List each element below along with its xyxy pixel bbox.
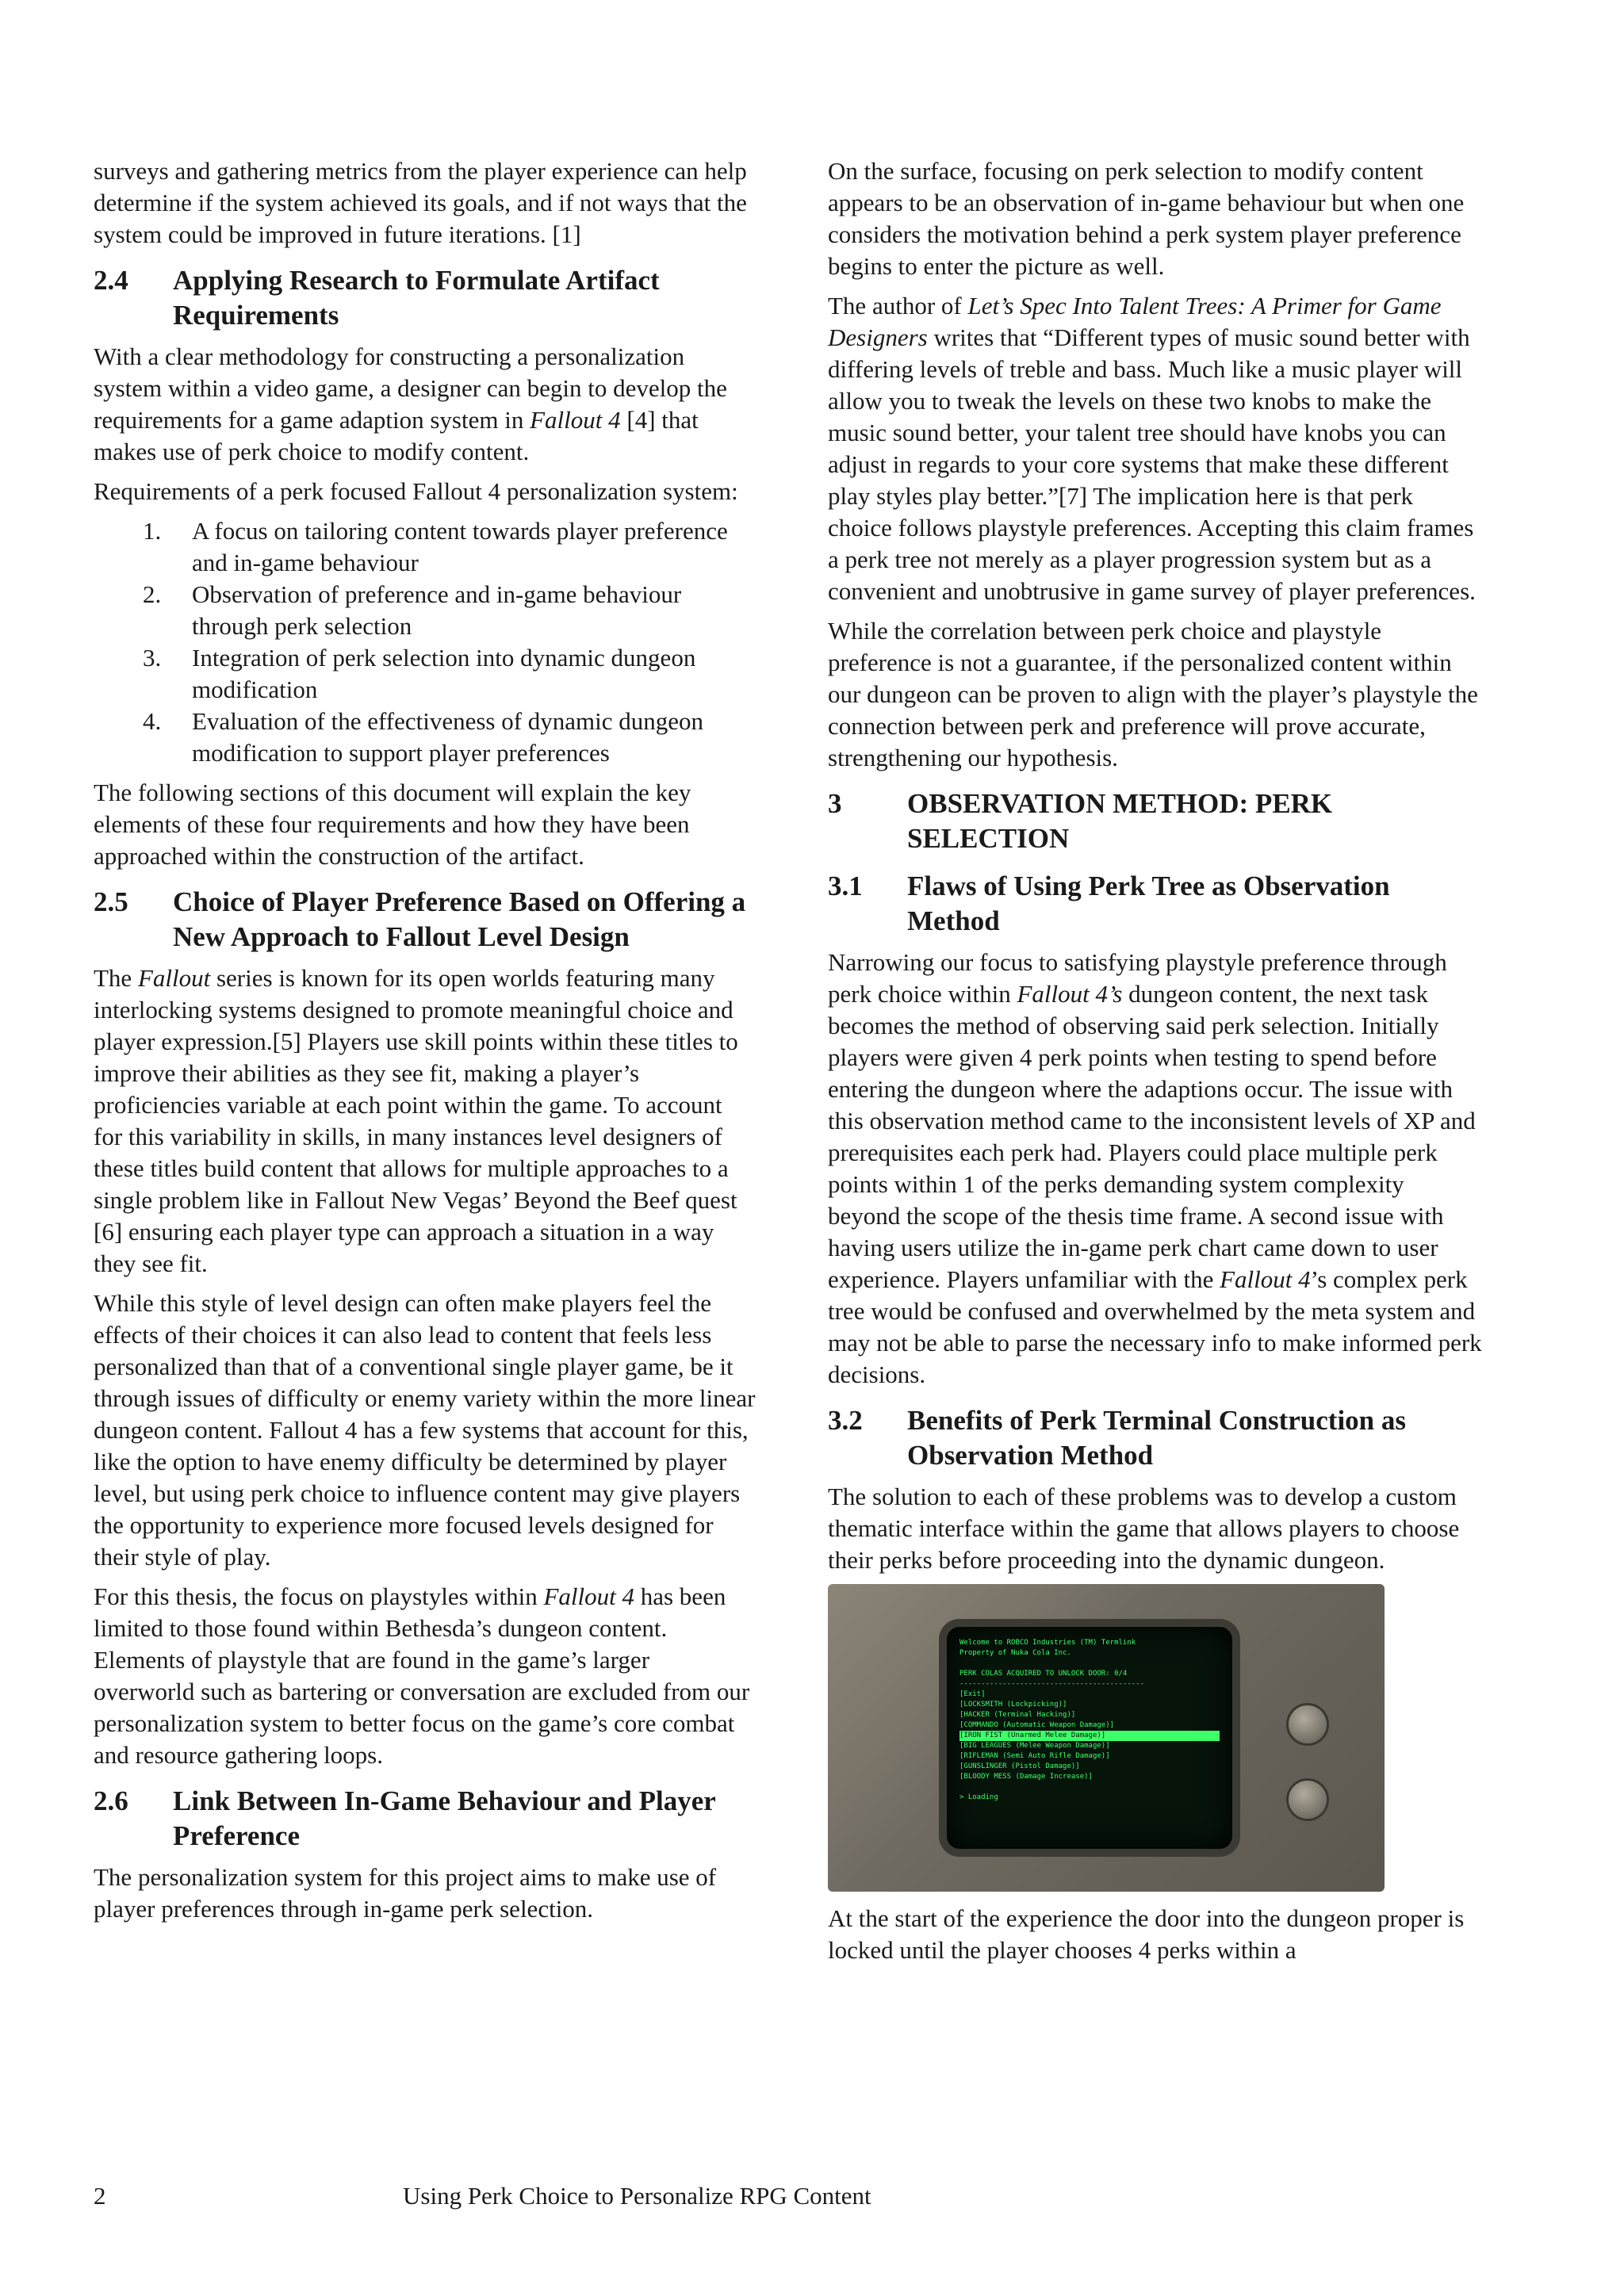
- paragraph: [828, 290, 1482, 607]
- list-number: 2.: [143, 580, 162, 608]
- section-2-6-heading: [94, 1784, 756, 1854]
- paragraph: [94, 341, 756, 468]
- terminal-line: [959, 1782, 1220, 1793]
- text-run: has been limited to those found within Bethesda’s dungeon content. Elements of playstyle that are found in the game’s larger overworld such as bartering or conversation are excluded from our personalization system to better focus on the game’s core combat and resource gathering loops.: [94, 1582, 750, 1769]
- list-text: Observation of preference and in-game behaviour through perk selection: [192, 580, 682, 640]
- section-number: 3.1: [828, 871, 863, 901]
- italic-text: Fallout 4: [543, 1582, 634, 1610]
- section-title: Benefits of Perk Terminal Construction as Observation Method: [907, 1405, 1407, 1471]
- italic-text: Fallout 4: [530, 406, 621, 434]
- list-item: [94, 579, 756, 642]
- terminal-knob-icon: [1286, 1778, 1329, 1821]
- list-text: A focus on tailoring content towards player preference and in-game behaviour: [192, 517, 728, 576]
- text-run: writes that “Different types of music sound better with differing levels of treble and bass. Much like a music player will allow you to tweak the levels on these two knobs to make the music sound better, your talent tree should have knobs you can adjust in regards to your core systems that make these different play styles play better.”[7] The implication here is that perk choice follows playstyle preferences. Accepting this claim frames a perk tree not merely as a player progression system but as a convenient and unobtrusive in game survey of player preferences.: [828, 323, 1476, 605]
- italic-text: Fallout 4’s: [1017, 980, 1123, 1008]
- terminal-screenshot: [828, 1584, 1385, 1892]
- right-column: [828, 155, 1482, 1974]
- section-number: 2.5: [94, 886, 128, 917]
- paragraph: While this style of level design can often make players feel the effects of their choices it can also lead to content that feels less personalized than that of a conventional single player game, be it through issues of difficulty or enemy variety within the more linear dungeon content. Fallout 4 has a few systems that account for this, like the option to have enemy difficulty be determined by player level, but using perk choice to influence content may give players the opportunity to experience more focused levels designed for their style of play.: [94, 1289, 756, 1571]
- terminal-line: [RIFLEMAN (Semi Auto Rifle Damage)]: [959, 1752, 1110, 1760]
- intro-paragraph: surveys and gathering metrics from the player experience can help determine if the system achieved its goals, and if not ways that the system could be improved in future iterations. [1]: [94, 157, 747, 248]
- terminal-line: [BLOODY MESS (Damage Increase)]: [959, 1773, 1093, 1781]
- paragraph: The following sections of this document will explain the key elements of these four requirements and how they have been approached within the construction of the artifact.: [94, 779, 691, 870]
- terminal-line: PERK COLAS ACQUIRED TO UNLOCK DOOR: 0/4: [959, 1670, 1128, 1678]
- text-run: Narrowing our focus to satisfying playstyle preference through perk choice within: [828, 948, 1447, 1008]
- terminal-line: [Exit]: [959, 1690, 986, 1698]
- italic-text: Let’s Spec Into Talent Trees: A Primer for Game Designers: [828, 292, 1442, 351]
- text-run: With a clear methodology for constructing a personalization system within a video game, a designer can begin to develop the requirements for a game adaption system in: [94, 342, 727, 434]
- list-number: 3.: [143, 644, 162, 672]
- section-title: Applying Research to Formulate Artifact Requirements: [173, 265, 660, 331]
- terminal-line: [IRON FIST (Unarmed Melee Damage)]: [959, 1731, 1220, 1741]
- section-title: Flaws of Using Perk Tree as Observation Method: [907, 871, 1390, 936]
- list-item: [94, 706, 756, 769]
- paragraph: On the surface, focusing on perk selection to modify content appears to be an observation of in-game behaviour but when one considers the motivation behind a perk system player preference begins to enter the picture as well.: [828, 157, 1465, 280]
- paragraph: At the start of the experience the door into the dungeon proper is locked until the player chooses 4 perks within a: [828, 1904, 1465, 1964]
- terminal-display: [939, 1619, 1240, 1857]
- paragraph: [94, 962, 756, 1280]
- section-number: 2.6: [94, 1785, 128, 1816]
- list-item: [94, 642, 756, 706]
- text-run: series is known for its open worlds featuring many interlocking systems designed to promote meaningful choice and player expression.[5] Players use skill points within these titles to improve their abilities as they see fit, making a player’s proficiencies variable at each point within the game. To account for this variability in skills, in many instances level designers of these titles build content that allows for multiple approaches to a single problem like in Fallout New Vegas’ Beyond the Beef quest [6] ensuring each player type can approach a situation in a way they see fit.: [94, 964, 738, 1277]
- paragraph: Requirements of a perk focused Fallout 4 personalization system:: [94, 477, 738, 505]
- terminal-line: [COMMANDO (Automatic Weapon Damage)]: [959, 1721, 1115, 1729]
- terminal-knob-icon: [1286, 1703, 1329, 1746]
- requirements-list: [94, 515, 756, 769]
- section-number: 3: [828, 788, 842, 819]
- section-3-2-heading: [828, 1403, 1482, 1473]
- section-number: 3.2: [828, 1405, 863, 1436]
- italic-text: Fallout 4: [1220, 1265, 1311, 1293]
- text-run: ’s complex perk tree would be confused and overwhelmed by the meta system and may not be able to parse the necessary info to make informed perk decisions.: [828, 1265, 1482, 1388]
- left-column: [94, 155, 756, 1933]
- terminal-line: Welcome to ROBCO Industries (TM) Termlink: [959, 1639, 1136, 1647]
- italic-text: Fallout: [137, 964, 211, 992]
- running-title: Using Perk Choice to Personalize RPG Content: [403, 2182, 871, 2210]
- section-number: 2.4: [94, 265, 128, 296]
- section-title: OBSERVATION METHOD: PERK SELECTION: [907, 788, 1333, 854]
- section-title: Choice of Player Preference Based on Offering a New Approach to Fallout Level Design: [173, 886, 746, 952]
- paragraph: [94, 1581, 756, 1771]
- list-item: [94, 515, 756, 579]
- page-number: 2: [94, 2182, 106, 2210]
- list-text: Integration of perk selection into dynamic dungeon modification: [192, 644, 696, 703]
- terminal-line: Property of Nuka Cola Inc.: [959, 1649, 1071, 1657]
- paragraph: The personalization system for this project aims to make use of player preferences through in-game perk selection.: [94, 1863, 717, 1923]
- list-text: Evaluation of the effectiveness of dynamic dungeon modification to support player preferences: [192, 707, 704, 767]
- section-3-1-heading: [828, 869, 1482, 939]
- paragraph: [828, 947, 1482, 1391]
- terminal-line: [HACKER (Terminal Hacking)]: [959, 1711, 1076, 1719]
- text-run: dungeon content, the next task becomes the method of observing said perk selection. Initially players were given 4 perk points when testing to spend before entering the dungeon where the adaptions occur. The issue with this observation method came to the inconsistent levels of XP and prerequisites each perk had. Players could place multiple perk points within 1 of the perks demanding system complexity beyond the scope of the thesis time frame. A second issue with having users utilize the in-game perk chart came down to user experience. Players unfamiliar with the: [828, 980, 1476, 1293]
- text-run: The author of: [828, 292, 968, 320]
- paragraph: While the correlation between perk choice and playstyle preference is not a guarantee, if the personalized content within our dungeon can be proven to align with the player’s playstyle the connection between perk and preference will prove accurate, strengthening our hypothesis.: [828, 617, 1478, 771]
- list-number: 4.: [143, 707, 162, 735]
- paragraph: The solution to each of these problems was to develop a custom thematic interface within the game that allows players to choose their perks before proceeding into the dynamic dungeon.: [828, 1483, 1460, 1574]
- section-title: Link Between In-Game Behaviour and Player Preference: [173, 1785, 716, 1851]
- terminal-line: [BIG LEAGUES (Melee Weapon Damage)]: [959, 1742, 1110, 1750]
- terminal-line: [GUNSLINGER (Pistol Damage)]: [959, 1762, 1080, 1770]
- list-number: 1.: [143, 517, 162, 545]
- terminal-line: [LOCKSMITH (Lockpicking)]: [959, 1701, 1067, 1709]
- text-run: The: [94, 964, 138, 992]
- terminal-line: [959, 1659, 1220, 1669]
- section-3-heading: [828, 786, 1482, 856]
- text-run: For this thesis, the focus on playstyles within: [94, 1582, 544, 1610]
- terminal-line: -------------------------------------------: [959, 1680, 1144, 1688]
- text-run: [4] that makes use of perk choice to modify content.: [94, 406, 699, 465]
- section-2-5-heading: [94, 885, 756, 955]
- terminal-line: > Loading: [959, 1793, 998, 1801]
- section-2-4-heading: [94, 263, 756, 333]
